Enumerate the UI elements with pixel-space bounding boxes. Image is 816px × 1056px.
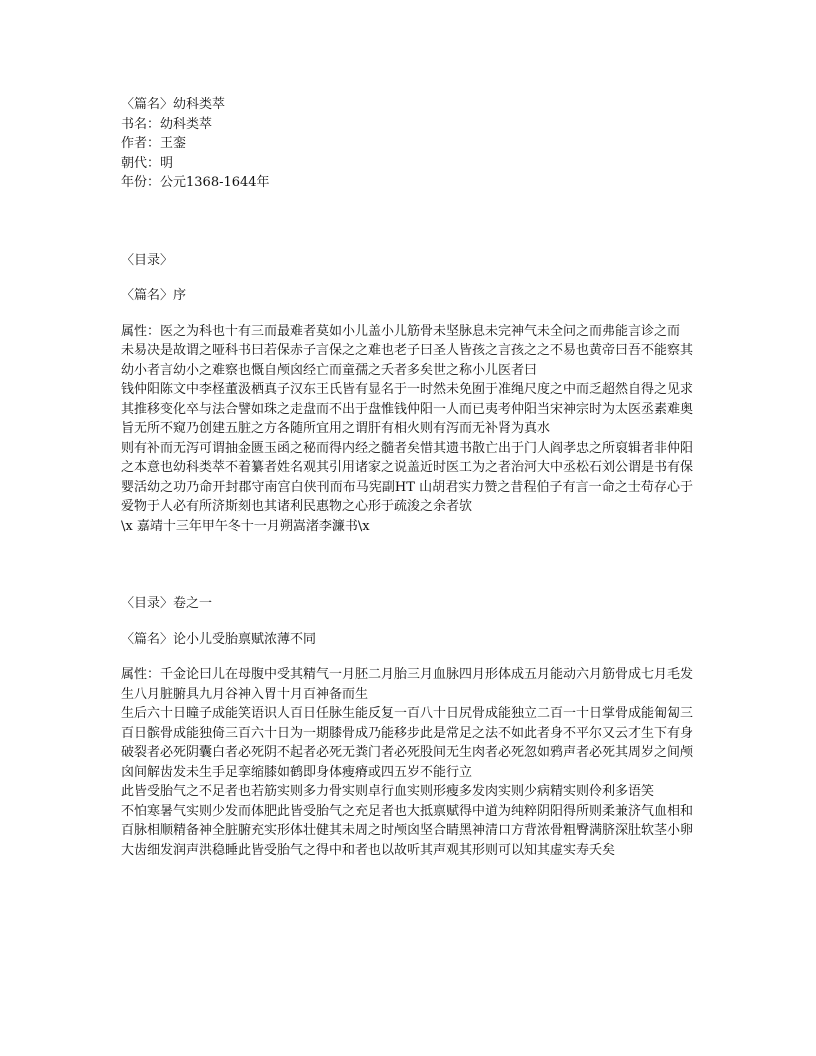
preface-paragraph: 属性：医之为科也十有三而最难者莫如小儿盖小儿筋骨未坚脉息未完神气未全问之而弗能言诊之而 [121, 323, 681, 339]
header-block [121, 95, 701, 193]
preface-signature: \x 嘉靖十三年甲午冬十一月朔嵩渚李濂书\x [121, 518, 370, 534]
year: 年份：公元1368-1644年 [121, 175, 270, 190]
section-title-preface: 〈篇名〉序 [121, 288, 187, 303]
preface-paragraph: 钱仲阳陈文中李柽董汲栖真子汉东王氏皆有显名于一时然未免囿于准绳尺度之中而乏超然自得之见求其推移变化卒与法合譬如珠之走盘而不出于盘惟钱仲阳一人而已夷考仲阳当宋神宗时为太医丞素难奥旨无所不窥乃创建五脏之方各随所宜用之谓肝有相火则有泻而无补肾为真水 [121, 382, 694, 436]
preface-paragraph: 则有补而无泻可谓抽金匮玉函之秘而得内经之髓者矣惜其遗书散亡出于门人阎孝忠之所裒辑者非仲阳之本意也幼科类萃不着纂者姓名观其引用诸家之说盖近时医工为之者治河大中丞松石刘公谓是书有保婴活幼之功乃命开封郡守南宫白侠刊而布马宪副HT 山胡君实力赞之昔程伯子有言一命之士苟存心于爱物于人必有所济斯刻也其诸利民惠物之心形于疏浚之余者欤 [121, 440, 694, 514]
chapter-body [121, 665, 701, 860]
author: 作者：王銮 [121, 136, 187, 151]
document-page [121, 95, 701, 860]
section-title-chapter: 〈篇名〉论小儿受胎禀赋浓薄不同 [121, 631, 317, 647]
preface-body [121, 322, 701, 537]
preface-paragraph: 未易决是故谓之哑科书曰若保赤子言保之之难也老子曰圣人皆孩之言孩之之不易也黄帝曰吾不能察其幼小者言幼小之难察也慨自颅囟经亡而童孺之夭者多矣世之称小儿医者曰 [121, 343, 694, 378]
chapter-paragraph: 生后六十日瞳子成能笑语识人百日任脉生能反复一百八十日尻骨成能独立二百一十日掌骨成能匍匐三百日髌骨成能独倚三百六十日为一期膝骨成乃能移步此是常足之法不如此者身不平尔又云才生下有身破裂者必死阴囊白者必死阴不起者必死无粪门者必死股间无生肉者必死忽如鸦声者必死其周岁之间颅囟间解齿发未生手足挛缩膝如鹤即身体瘦瘠或四五岁不能行立 [121, 706, 694, 780]
book-name: 书名：幼科类萃 [121, 116, 213, 132]
chapter-paragraph: 此皆受胎气之不足者也若筋实则多力骨实则卓行血实则形瘦多发肉实则少病精实则伶利多语笑 [121, 784, 655, 799]
toc-heading: 〈目录〉 [121, 252, 174, 268]
dynasty: 朝代：明 [121, 155, 174, 171]
pian-ming-title: 〈篇名〉幼科类萃 [121, 97, 226, 112]
chapter-paragraph: 不怕寒暑气实则少发而体肥此皆受胎气之充足者也大抵禀赋得中道为纯粹阴阳得所则柔兼济气血相和百脉相顺精备神全脏腑充实形体壮健其未周之时颅囟坚合睛黑神清口方背浓骨粗臀满脐深肚软茎小卵大齿细发润声洪稳睡此皆受胎气之得中和者也以故听其声观其形则可以知其虚实寿夭矣 [121, 803, 694, 858]
toc-heading-volume-1: 〈目录〉卷之一 [121, 596, 213, 611]
chapter-paragraph: 属性：千金论曰儿在母腹中受其精气一月胚二月胎三月血脉四月形体成五月能动六月筋骨成七月毛发生八月脏腑具九月谷神入胃十月百神备而生 [121, 667, 694, 702]
